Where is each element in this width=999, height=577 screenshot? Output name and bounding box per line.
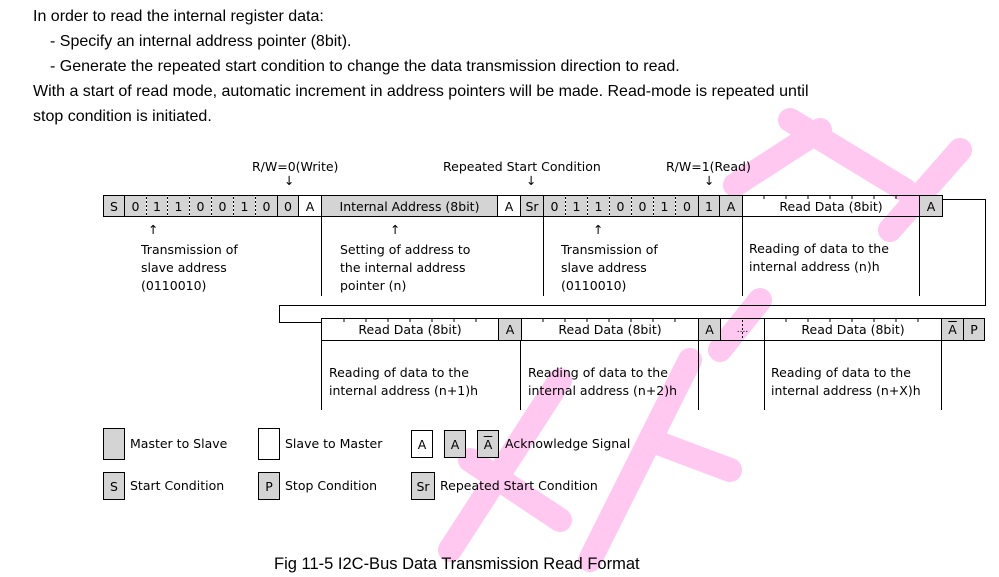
arrow-up-icon: ↑: [148, 222, 159, 237]
desc-line: Transmission of: [141, 242, 238, 257]
desc-line: internal address (n)h: [749, 259, 880, 274]
rw-bit-cell: 1: [699, 196, 719, 216]
row2-desc-read-nx: [771, 364, 921, 400]
slave-bit-cell: 1: [588, 196, 609, 216]
desc-line: pointer (n): [340, 278, 407, 293]
arrow-up-icon: ↑: [593, 222, 604, 237]
desc-line: slave address: [141, 260, 227, 275]
intro-line: With a start of read mode, automatic increment in address pointers will be made. Read-mode is repeated until: [33, 83, 809, 100]
internal-address-cell: Internal Address (8bit): [322, 196, 497, 216]
read-data-cell: Read Data (8bit): [558, 322, 662, 337]
slave-bit-cell: 0: [544, 196, 565, 216]
slave-bit-cell: 0: [125, 196, 146, 216]
row2-desc-read-n2: [528, 364, 677, 400]
legend-master-label: Master to Slave: [130, 436, 228, 451]
intro-line: - Specify an internal address pointer (8bit).: [50, 33, 352, 50]
arrow-up-icon: ↑: [390, 222, 401, 237]
start-condition-cell: S: [104, 196, 124, 216]
row2-desc-read-n1: [329, 364, 478, 400]
row1-desc-read-n: [749, 240, 889, 276]
slave-bit-cell: 1: [566, 196, 587, 216]
read-data-cell: Read Data (8bit): [779, 198, 883, 214]
legend-slave-swatch: [258, 428, 280, 460]
desc-line: slave address: [561, 260, 647, 275]
desc-line: Setting of address to: [340, 242, 471, 257]
desc-line: internal address (n+X)h: [771, 383, 921, 398]
ack-cell: A: [305, 198, 315, 214]
slave-bit-cell: 0: [190, 196, 211, 216]
desc-line: internal address (n+2)h: [528, 383, 678, 398]
read-data-cell: Read Data (8bit): [801, 322, 905, 337]
row1-desc-slave-address-2: [561, 241, 658, 295]
legend-master-swatch: [103, 428, 125, 460]
repeated-start-cell: Sr: [521, 196, 543, 216]
legend-sr-cell: Sr: [411, 472, 435, 500]
ack-cell: A: [720, 196, 742, 216]
legend-start-cell: S: [103, 472, 125, 500]
legend-ack-label: Acknowledge Signal: [505, 436, 631, 451]
legend-stop-cell: P: [258, 472, 280, 500]
slave-bit-cell: 0: [256, 196, 277, 216]
slave-bit-cell: 1: [654, 196, 675, 216]
row1-desc-slave-address: [141, 241, 238, 295]
row1-desc-address-pointer: [340, 241, 470, 295]
ellipsis: ....: [736, 324, 749, 335]
legend-repeated-label: Repeated Start Condition: [440, 478, 598, 493]
figure-caption: Fig 11-5 I2C-Bus Data Transmission Read Format: [274, 555, 640, 573]
ack-cell: A: [504, 198, 514, 214]
stop-condition-cell: P: [964, 319, 984, 340]
ack-cell: A: [699, 319, 720, 340]
desc-line: Transmission of: [561, 242, 658, 257]
desc-line: internal address (n+1)h: [329, 383, 479, 398]
desc-line: Reading of data to the: [749, 241, 889, 256]
arrow-down-icon: ↓: [284, 173, 295, 188]
legend-ack-a: A: [411, 430, 433, 458]
legend-nack: $\overline{A}$: [477, 430, 499, 458]
slave-bit-cell: 0: [610, 196, 631, 216]
slave-bit-cell: 0: [212, 196, 233, 216]
slave-bit-cell: 0: [632, 196, 653, 216]
ack-cell: A: [920, 196, 942, 216]
desc-line: the internal address: [340, 260, 466, 275]
legend-ack-a-master: A: [444, 430, 466, 458]
intro-line: In order to read the internal register data:: [33, 8, 324, 25]
desc-line: (0110010): [561, 278, 627, 293]
legend-start-label: Start Condition: [130, 478, 225, 493]
desc-line: Reading of data to the: [528, 365, 668, 380]
rw-read-label: R/W=1(Read): [666, 159, 751, 174]
slave-bit-cell: 0: [676, 196, 698, 216]
arrow-down-icon: ↓: [526, 173, 537, 188]
slave-bit-cell: 1: [234, 196, 255, 216]
desc-line: Reading of data to the: [329, 365, 469, 380]
nack-cell: $\overline{A}$: [942, 319, 963, 340]
legend-slave-label: Slave to Master: [285, 436, 383, 451]
slave-bit-cell: 1: [168, 196, 189, 216]
legend-stop-label: Stop Condition: [285, 478, 378, 493]
desc-line: (0110010): [141, 278, 207, 293]
intro-line: stop condition is initiated.: [33, 108, 212, 125]
rw-bit-cell: 0: [278, 196, 298, 216]
ack-cell: A: [499, 319, 521, 340]
rw-write-label: R/W=0(Write): [252, 159, 339, 174]
slave-bit-cell: 1: [147, 196, 167, 216]
arrow-down-icon: ↓: [704, 173, 715, 188]
read-data-cell: Read Data (8bit): [358, 322, 462, 337]
repeated-start-label: Repeated Start Condition: [443, 159, 601, 174]
desc-line: Reading of data to the: [771, 365, 911, 380]
intro-line: - Generate the repeated start condition to change the data transmission direction to read.: [50, 58, 680, 75]
